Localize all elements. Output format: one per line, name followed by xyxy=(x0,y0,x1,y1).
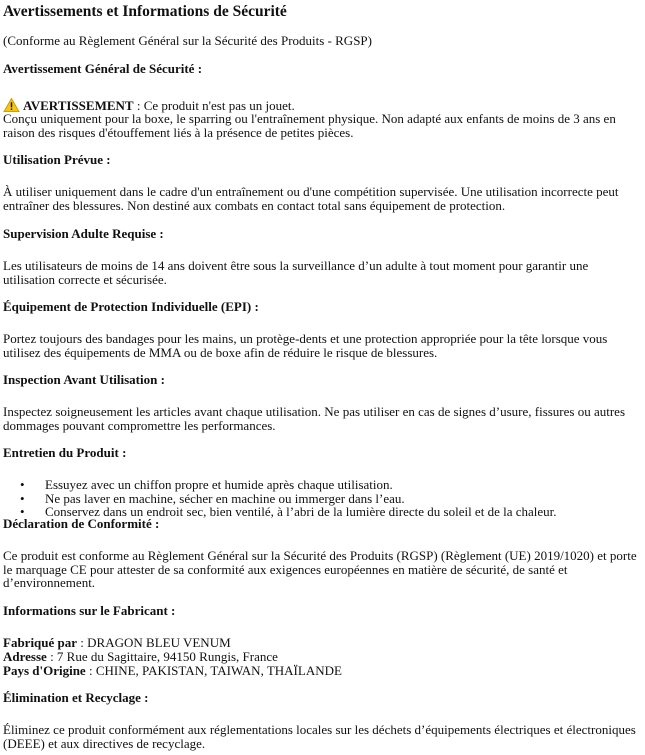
manufacturer-made-by xyxy=(3,636,639,650)
ppe-text: Portez toujours des bandages pour les mains, un protège-dents et une protection appropriée pour la tête lorsque vous utilisez des équipements de MMA ou de boxe afin de réduire le risque de blessures. xyxy=(3,331,608,360)
bullet-icon: • xyxy=(20,504,25,519)
warning-text: : Ce produit n'est pas un jouet. xyxy=(133,98,295,113)
list-item-text: Ne pas laver en machine, sécher en machine ou immerger dans l’eau. xyxy=(45,490,405,506)
maintenance-heading: Entretien du Produit : xyxy=(3,445,127,460)
made-by-label: Fabriqué par xyxy=(3,635,78,650)
general-text: Conçu uniquement pour la boxe, le sparring ou l'entraînement physique. Non adapté aux enfants de moins de 3 ans en raison des risques d'étouffement liés à la présence de petites pièces. xyxy=(3,111,616,140)
disposal-text: Éliminez ce produit conformément aux réglementations locales sur les déchets d’équipements électriques et électroniques (DEEE) et aux directives de recyclage. xyxy=(3,722,636,751)
inspection-text: Inspectez soigneusement les articles avant chaque utilisation. Ne pas utiliser en cas de signes d’usure, fissures ou autres dommages pouvant compromettre les performances. xyxy=(3,404,626,433)
manufacturer-address xyxy=(3,650,639,664)
supervision-heading: Supervision Adulte Requise : xyxy=(3,226,164,241)
subtitle: (Conforme au Règlement Général sur la Sécurité des Produits - RGSP) xyxy=(3,33,372,48)
made-by-value: : DRAGON BLEU VENUM xyxy=(77,635,231,650)
origin-value: : CHINE, PAKISTAN, TAIWAN, THAÏLANDE xyxy=(85,663,342,678)
list-item-text: Conservez dans un endroit sec, bien ventilé, à l’abri de la lumière directe du soleil et de la chaleur. xyxy=(45,504,557,519)
list-item-text: Essuyez avec un chiffon propre et humide après chaque utilisation. xyxy=(45,477,393,492)
warning-triangle-icon xyxy=(3,98,20,112)
disposal-heading: Élimination et Recyclage : xyxy=(3,690,149,705)
warning-label: AVERTISSEMENT xyxy=(23,98,134,113)
address-label: Adresse xyxy=(3,649,47,664)
bullet-icon: • xyxy=(20,477,25,492)
maintenance-list xyxy=(3,478,639,519)
address-value: : 7 Rue du Sagittaire, 94150 Rungis, France xyxy=(46,649,278,664)
ppe-heading: Équipement de Protection Individuelle (EPI) : xyxy=(3,299,259,314)
manufacturer-heading: Informations sur le Fabricant : xyxy=(3,603,176,618)
conformity-heading: Déclaration de Conformité : xyxy=(3,516,160,531)
page-title: Avertissements et Informations de Sécurité xyxy=(3,3,287,20)
intended-use-heading: Utilisation Prévue : xyxy=(3,152,111,167)
conformity-text: Ce produit est conforme au Règlement Général sur la Sécurité des Produits (RGSP) (Règlement (UE) 2019/1020) et porte le marquage CE pour attester de sa conformité aux exigences européennes en matière de sécurité, de santé et d’environnement. xyxy=(3,548,637,590)
manufacturer-origin xyxy=(3,664,639,678)
bullet-icon: • xyxy=(20,490,25,506)
intended-use-text: À utiliser uniquement dans le cadre d'un entraînement ou d'une compétition supervisée. Une utilisation incorrecte peut entraîner des blessures. Non destiné aux combats en contact total sans équipement de protection. xyxy=(3,184,619,213)
origin-label: Pays d'Origine xyxy=(3,663,86,678)
list-item xyxy=(3,492,639,506)
inspection-heading: Inspection Avant Utilisation : xyxy=(3,372,165,387)
general-heading: Avertissement Général de Sécurité : xyxy=(3,61,203,76)
supervision-text: Les utilisateurs de moins de 14 ans doivent être sous la surveillance d’un adulte à tout moment pour garantir une utilisation correcte et sécurisée. xyxy=(3,258,589,287)
list-item xyxy=(3,478,639,492)
